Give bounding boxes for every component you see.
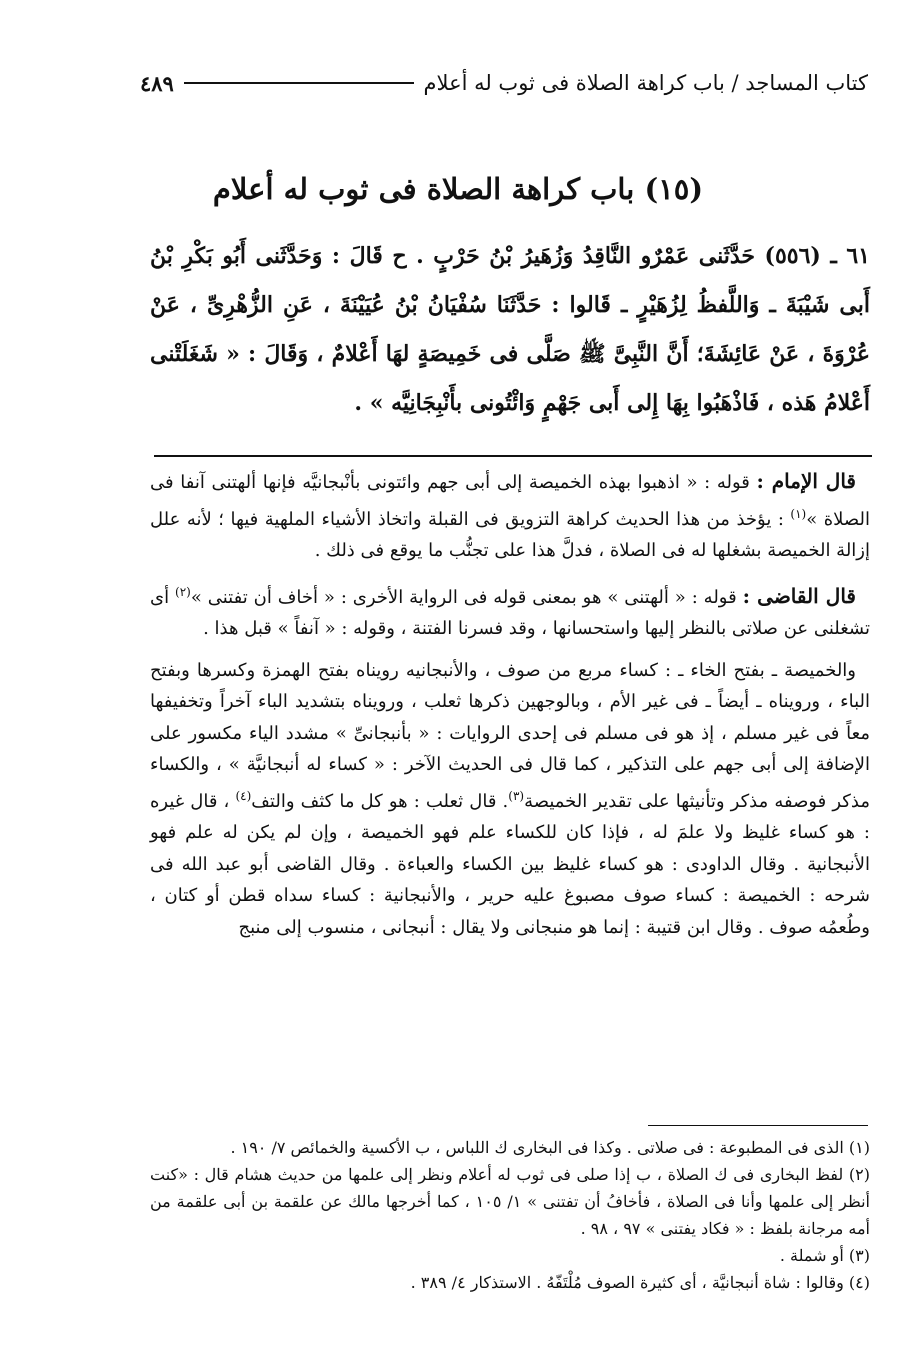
- qadi-text-before: قوله : « ألهتنى » هو بمعنى قوله فى الرواية الأخرى : « أخاف أن تفتنى »: [190, 586, 737, 608]
- footnote-ref-2: (٢): [175, 584, 191, 599]
- footnote-2: (٢) لفظ البخارى فى ك الصلاة ، ب إذا صلى فى ثوب له أعلام ونظر إلى علمها من حديث هشام قال : «كنت أنظر إلى علمها وأنا فى الصلاة ، فأخافُ أن تفتنى » ١/ ١٠٥ ، كما أخرجها مالك عن علقمة بن أبى علقمة من أمه مرجانة بلفظ : « فكاد يفتنى » ٩٧ ، ٩٨ .: [150, 1165, 871, 1238]
- footnote-ref-3: (٣): [508, 788, 525, 803]
- qadi-text-after: أى تشغلنى عن صلاتى بالنظر إليها واستحسانها ، وقد فسرنا الفتنة ، وقوله : « آنفاً » قبل هذا .: [150, 586, 870, 639]
- khamisa-text-c: ، قال غيره : هو كساء غليظ ولا علمَ له ، فإذا كان للكساء علم فهو الخميصة ، وإن لم يكن له علم فهو الأنبجانية . وقال الداودى : هو كساء غليظ بين الكساء والعباءة . وقال القاضى أبو عبد الله فى شرحه : الخميصة : كساء صوف مصبوغ عليه حرير ، والأنبجانية : كساء سداه قطن أو كتان ، وطُعمُه صوف . وقال ابن قتيبة : إنما هو منبجانى ولا يقال : أنبجانى ، منسوب إلى منبج: [150, 790, 870, 938]
- footnote-ref-1: (١): [790, 506, 807, 521]
- footnote-3: (٣) أو شملة .: [779, 1246, 870, 1265]
- running-header: [140, 68, 868, 98]
- footnote-1: (١) الذى فى المطبوعة : فى صلاتى . وكذا فى البخارى ك اللباس ، ب الأكسية والخمائص ٧/ ١٩٠ .: [230, 1138, 870, 1157]
- imam-text-before: قوله : « اذهبوا بهذه الخميصة إلى أبى جهم وائتونى بأنْبجانيَّه فإنها ألهتنى آنفا فى الصلاة »: [150, 472, 870, 530]
- section-divider: [154, 455, 872, 457]
- header-rule: [184, 82, 414, 84]
- speaker-qadi: قال القاضى :: [742, 583, 856, 608]
- running-title: كتاب المساجد / باب كراهة الصلاة فى ثوب له أعلام: [423, 71, 868, 95]
- khamisa-text-b: . قال ثعلب : هو كل ما كثف والتف: [251, 790, 509, 812]
- chapter-title: (١٥) باب كراهة الصلاة فى ثوب له أعلام: [212, 172, 704, 206]
- khamisa-text-a: والخميصة ـ بفتح الخاء ـ : كساء مربع من صوف ، والأنبجانيه رويناه بفتح الهمزة وكسرها وبفتح الباء ، ورويناه ـ أيضاً ـ فى غير الأم ، وبالوجهين ذكرها ثعلب ، ورويناه بتشديد الباء آخراً وتخفيفها معاً فى غير مسلم ، إذ هو فى مسلم فى إحدى الروايات : « بأنبجانىِّ » مشدد الياء مكسور على الإضافة إلى أبى جهم على التذكير ، كما قال فى الحديث الآخر : « كساء له أنبجانيَّة » ، والكساء مذكر فوصفه مذكر وتأنيثها على تقدير الخميصة: [150, 659, 870, 812]
- footnotes: [150, 1134, 870, 1296]
- hadith-text: ٦١ ـ (٥٥٦) حَدَّثَنى عَمْرٌو النَّاقِدُ وَزُهَيرُ بْنُ حَرْبٍ . ح قَالَ : وَحَدَّثَنى أَبُو بَكْرِ بْنُ أَبى شَيْبَةَ ـ وَاللَّفظُ لِزُهَيْرٍ ـ قَالوا : حَدَّثَنَا سُفْيَانُ بْنُ عُيَيْنَةَ ، عَنِ الزُّهْرِىِّ ، عَنْ عُرْوَةَ ، عَنْ عَائِشَةَ؛ أَنَّ النَّبِىَّ ﷺ صَلَّى فى خَمِيصَةٍ لهَا أَعْلامٌ ، وَقَالَ : « شَغَلَتْنى أَعْلامُ هَذه ، فَاذْهَبُوا بِهَا إِلى أَبى جَهْمٍ وَائْتُونى بأَنْبِجَانِيَّه » .: [150, 243, 870, 416]
- commentary-paragraph-khamisa: [150, 655, 870, 944]
- footnote-divider: [648, 1125, 868, 1126]
- commentary: [150, 466, 870, 953]
- page-number: ٤٨٩: [140, 70, 174, 96]
- commentary-paragraph-qadi: [150, 577, 870, 645]
- imam-text-after: : يؤخذ من هذا الحديث كراهة التزويق فى القبلة واتخاذ الأشياء الملهية فيها ؛ لأنه علل إزالة الخميصة بشغلها له فى الصلاة ، فدلَّ هذا على تجنُّب ما يوقع فى ذلك .: [150, 508, 870, 561]
- footnote-4: (٤) وقالوا : شاة أنبجانيَّة ، أى كثيرة الصوف مُلْتَفّهُ . الاستذكار ٤/ ٣٨٩ .: [410, 1273, 870, 1292]
- footnote-ref-4: (٤): [235, 788, 252, 803]
- commentary-paragraph-imam: [150, 466, 870, 567]
- speaker-imam: قال الإمام :: [756, 469, 856, 493]
